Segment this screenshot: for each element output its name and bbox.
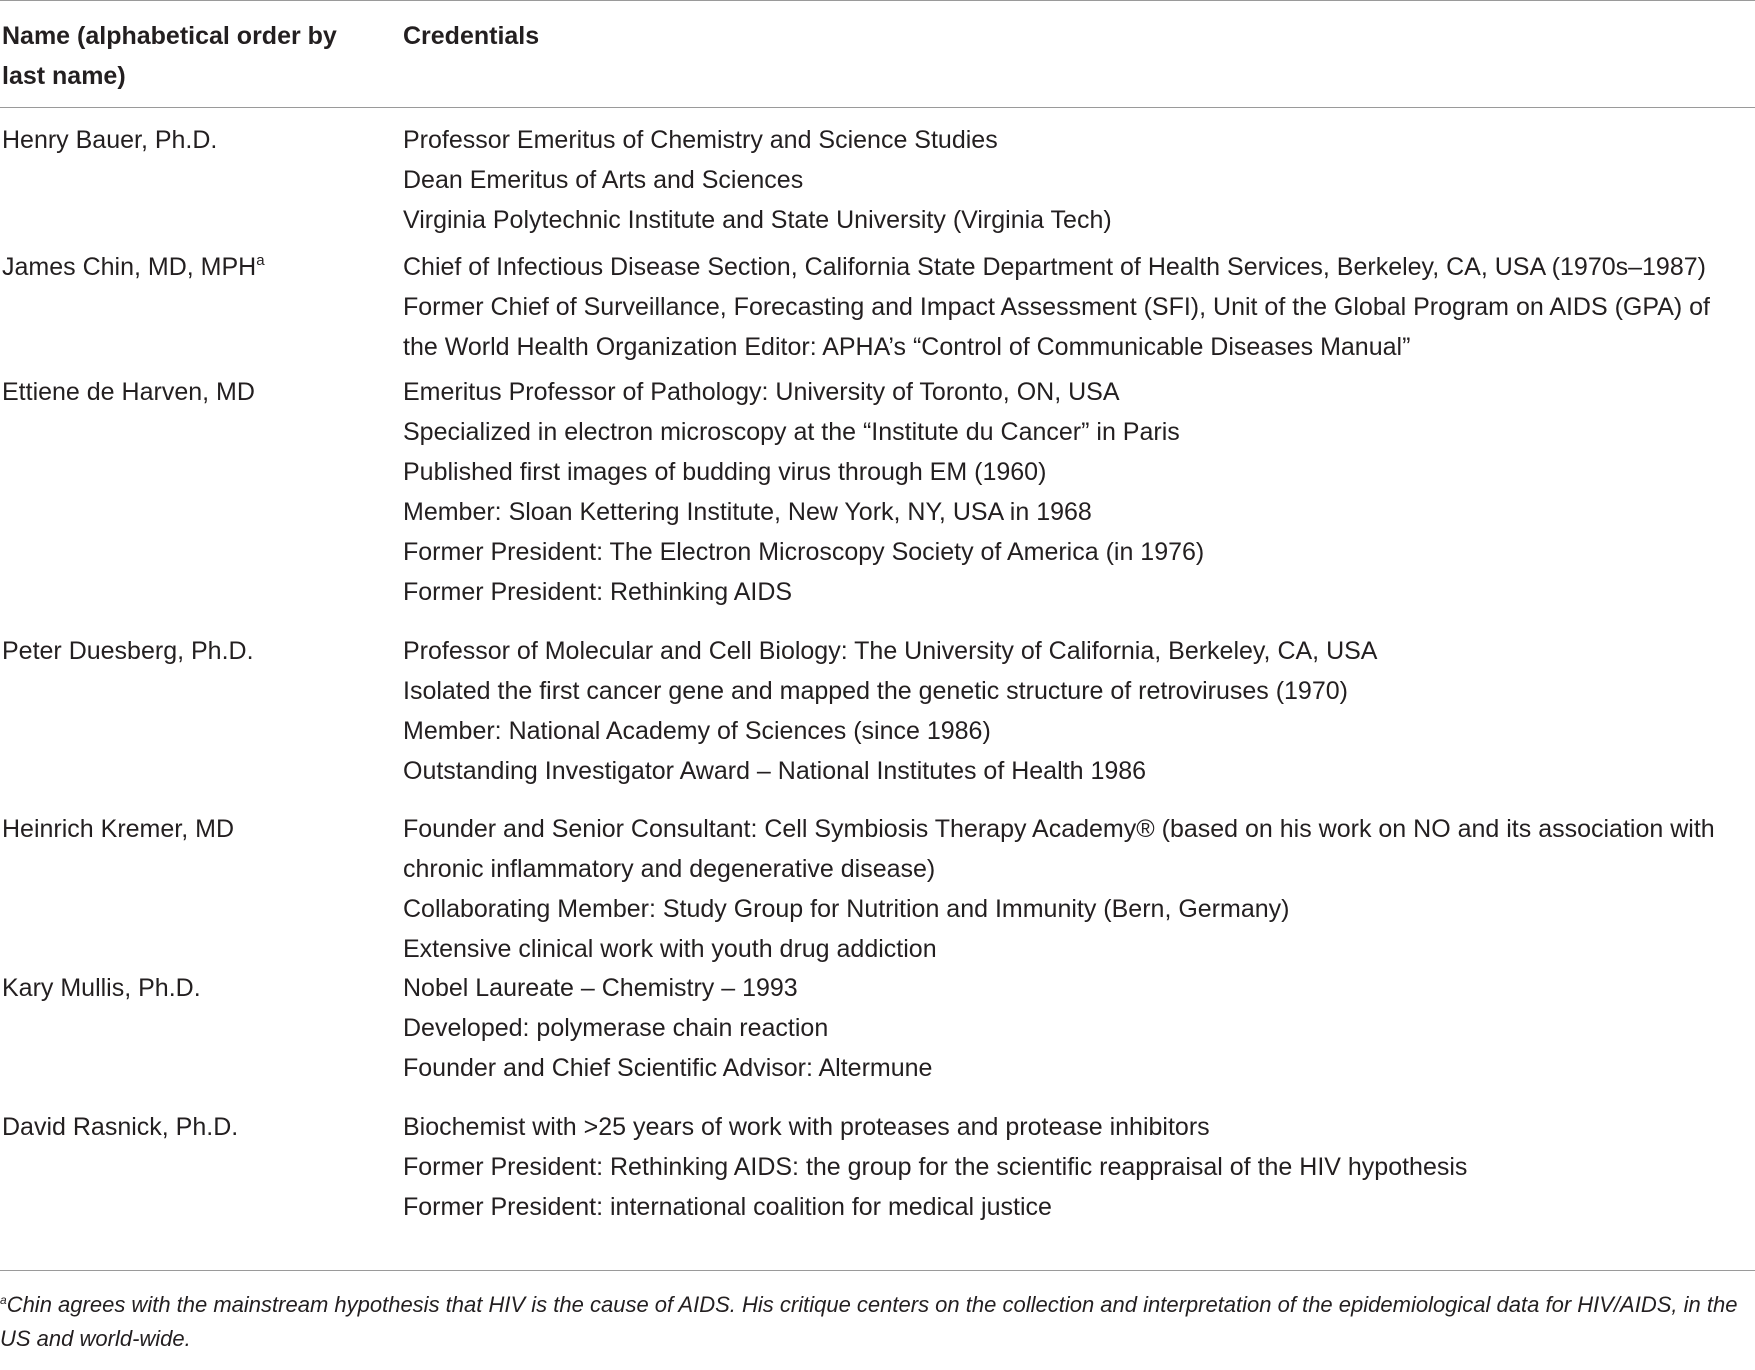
table-row <box>0 631 1755 809</box>
row-name: Peter Duesberg, Ph.D. <box>2 637 254 665</box>
credential-line: Emeritus Professor of Pathology: University of Toronto, ON, USA <box>403 378 1120 406</box>
table-row <box>0 120 1755 247</box>
table-row <box>0 372 1755 631</box>
row-credentials <box>403 372 1755 612</box>
credential-line: Former President: Rethinking AIDS: the group for the scientific reappraisal of the HIV hypothesis <box>403 1153 1468 1181</box>
credential-line: Former Chief of Surveillance, Forecasting and Impact Assessment (SFI), Unit of the Global Program on AIDS (GPA) of the World Health Organization Editor: APHA’s “Control of Communicable Diseases Manual” <box>403 293 1710 361</box>
row-credentials <box>403 120 1755 240</box>
credential-line: Former President: Rethinking AIDS <box>403 578 793 606</box>
credential-line: Biochemist with >25 years of work with proteases and protease inhibitors <box>403 1113 1210 1141</box>
credential-line: Founder and Senior Consultant: Cell Symbiosis Therapy Academy® (based on his work on NO and its association with chronic inflammatory and degenerative disease) <box>403 815 1715 883</box>
row-name: Ettiene de Harven, MD <box>2 378 255 406</box>
table-footnote <box>0 1288 1752 1356</box>
header-name: Name (alphabetical order by last name) <box>2 22 337 90</box>
credential-line: Former President: international coalition for medical justice <box>403 1193 1052 1221</box>
table-row <box>0 1107 1755 1237</box>
row-credentials <box>403 247 1755 367</box>
table-bottom-rule <box>0 1270 1755 1271</box>
credential-line: Member: Sloan Kettering Institute, New York, NY, USA in 1968 <box>403 498 1092 526</box>
row-credentials <box>403 809 1755 969</box>
table-top-rule <box>0 0 1755 1</box>
table-row <box>0 247 1755 372</box>
credential-line: Former President: The Electron Microscopy Society of America (in 1976) <box>403 538 1205 566</box>
credential-line: Dean Emeritus of Arts and Sciences <box>403 166 804 194</box>
row-name: Kary Mullis, Ph.D. <box>2 974 201 1002</box>
row-name: Henry Bauer, Ph.D. <box>2 126 218 154</box>
footnote-marker: a <box>0 1293 7 1307</box>
row-name: James Chin, MD, MPH$^a$ <box>2 252 265 281</box>
credential-line: Developed: polymerase chain reaction <box>403 1014 829 1042</box>
credential-line: Extensive clinical work with youth drug addiction <box>403 935 937 963</box>
credential-line: Chief of Infectious Disease Section, California State Department of Health Services, Berkeley, CA, USA (1970s–1987) <box>403 253 1706 281</box>
row-credentials <box>403 1107 1755 1227</box>
table-body <box>0 120 1755 1237</box>
credential-line: Professor Emeritus of Chemistry and Science Studies <box>403 126 998 154</box>
row-name: Heinrich Kremer, MD <box>2 815 234 843</box>
row-credentials <box>403 631 1755 791</box>
credential-line: Outstanding Investigator Award – National Institutes of Health 1986 <box>403 757 1147 785</box>
credential-line: Isolated the first cancer gene and mapped the genetic structure of retroviruses (1970) <box>403 677 1348 705</box>
credential-line: Member: National Academy of Sciences (since 1986) <box>403 717 991 745</box>
credential-line: Founder and Chief Scientific Advisor: Altermune <box>403 1054 933 1082</box>
credential-line: Professor of Molecular and Cell Biology: The University of California, Berkeley, CA, USA <box>403 637 1378 665</box>
footnote-marker: a <box>256 252 265 269</box>
row-credentials <box>403 968 1755 1088</box>
header-credentials: Credentials <box>403 22 540 50</box>
footnote-text: Chin agrees with the mainstream hypothesis that HIV is the cause of AIDS. His critique centers on the collection and interpretation of the epidemiological data for HIV/AIDS, in the US and world-wide. <box>0 1292 1738 1351</box>
credential-line: Virginia Polytechnic Institute and State University (Virginia Tech) <box>403 206 1112 234</box>
credential-line: Collaborating Member: Study Group for Nutrition and Immunity (Bern, Germany) <box>403 895 1290 923</box>
credential-line: Published first images of budding virus through EM (1960) <box>403 458 1047 486</box>
table-row <box>0 968 1755 1107</box>
row-name: David Rasnick, Ph.D. <box>2 1113 239 1141</box>
credential-line: Specialized in electron microscopy at the “Institute du Cancer” in Paris <box>403 418 1180 446</box>
credential-line: Nobel Laureate – Chemistry – 1993 <box>403 974 798 1002</box>
table-header-rule <box>0 107 1755 108</box>
table-row <box>0 809 1755 968</box>
